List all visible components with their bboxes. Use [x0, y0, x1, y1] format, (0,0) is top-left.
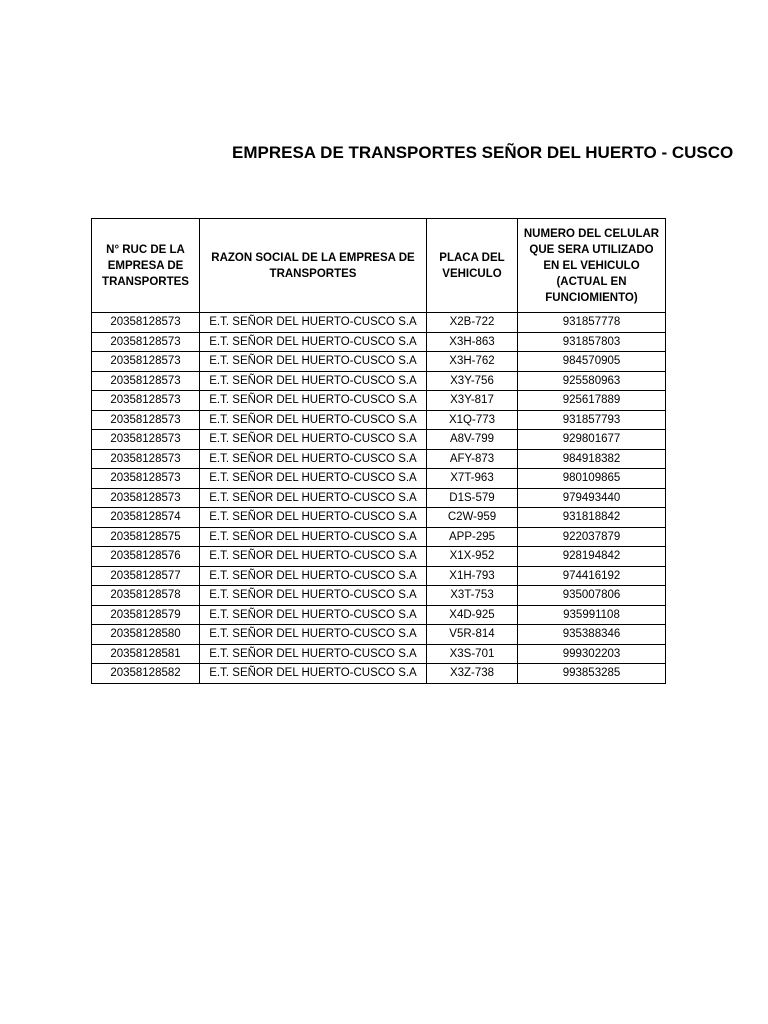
cell-celular: 935007806 [518, 586, 666, 606]
table-row [92, 605, 666, 625]
cell-razon-social: E.T. SEÑOR DEL HUERTO-CUSCO S.A [200, 332, 427, 352]
table-row [92, 469, 666, 489]
cell-razon-social: E.T. SEÑOR DEL HUERTO-CUSCO S.A [200, 527, 427, 547]
table-row [92, 391, 666, 411]
cell-ruc: 20358128573 [92, 469, 200, 489]
table-row [92, 430, 666, 450]
header-celular [518, 219, 666, 313]
cell-celular: 925580963 [518, 371, 666, 391]
cell-ruc: 20358128573 [92, 488, 200, 508]
cell-celular: 925617889 [518, 391, 666, 411]
cell-celular: 928194842 [518, 547, 666, 567]
cell-placa: X1X-952 [427, 547, 518, 567]
cell-ruc: 20358128573 [92, 449, 200, 469]
cell-placa: X4D-925 [427, 605, 518, 625]
cell-razon-social: E.T. SEÑOR DEL HUERTO-CUSCO S.A [200, 371, 427, 391]
header-placa [427, 219, 518, 313]
cell-razon-social: E.T. SEÑOR DEL HUERTO-CUSCO S.A [200, 469, 427, 489]
table-row [92, 527, 666, 547]
cell-ruc: 20358128573 [92, 391, 200, 411]
cell-ruc: 20358128578 [92, 586, 200, 606]
header-celular-label: NUMERO DEL CELULAR QUE SERA UTILIZADO EN EL VEHICULO (ACTUAL EN FUNCIOMIENTO) [523, 227, 660, 304]
cell-ruc: 20358128573 [92, 410, 200, 430]
cell-razon-social: E.T. SEÑOR DEL HUERTO-CUSCO S.A [200, 664, 427, 684]
table-row [92, 352, 666, 372]
table-body [92, 313, 666, 684]
cell-placa: APP-295 [427, 527, 518, 547]
cell-placa: X2B-722 [427, 313, 518, 333]
cell-razon-social: E.T. SEÑOR DEL HUERTO-CUSCO S.A [200, 488, 427, 508]
cell-ruc: 20358128573 [92, 352, 200, 372]
table-row [92, 586, 666, 606]
table-row [92, 547, 666, 567]
table-row [92, 410, 666, 430]
header-razon-social-label: RAZON SOCIAL DE LA EMPRESA DE TRANSPORTES [211, 251, 415, 280]
cell-razon-social: E.T. SEÑOR DEL HUERTO-CUSCO S.A [200, 352, 427, 372]
table-row [92, 644, 666, 664]
cell-celular: 931857778 [518, 313, 666, 333]
cell-razon-social: E.T. SEÑOR DEL HUERTO-CUSCO S.A [200, 430, 427, 450]
cell-celular: 993853285 [518, 664, 666, 684]
cell-razon-social: E.T. SEÑOR DEL HUERTO-CUSCO S.A [200, 644, 427, 664]
cell-celular: 979493440 [518, 488, 666, 508]
cell-ruc: 20358128582 [92, 664, 200, 684]
cell-razon-social: E.T. SEÑOR DEL HUERTO-CUSCO S.A [200, 391, 427, 411]
table-row [92, 332, 666, 352]
cell-razon-social: E.T. SEÑOR DEL HUERTO-CUSCO S.A [200, 625, 427, 645]
cell-placa: X3Z-738 [427, 664, 518, 684]
cell-celular: 984918382 [518, 449, 666, 469]
cell-celular: 974416192 [518, 566, 666, 586]
table-header-row [92, 219, 666, 313]
cell-placa: X1H-793 [427, 566, 518, 586]
cell-placa: X3H-863 [427, 332, 518, 352]
cell-celular: 999302203 [518, 644, 666, 664]
header-razon-social [200, 219, 427, 313]
cell-razon-social: E.T. SEÑOR DEL HUERTO-CUSCO S.A [200, 605, 427, 625]
table-row [92, 566, 666, 586]
cell-placa: C2W-959 [427, 508, 518, 528]
cell-ruc: 20358128576 [92, 547, 200, 567]
cell-ruc: 20358128573 [92, 430, 200, 450]
cell-razon-social: E.T. SEÑOR DEL HUERTO-CUSCO S.A [200, 313, 427, 333]
table-row [92, 488, 666, 508]
cell-placa: X3Y-817 [427, 391, 518, 411]
cell-placa: D1S-579 [427, 488, 518, 508]
table-row [92, 625, 666, 645]
cell-placa: X3H-762 [427, 352, 518, 372]
cell-placa: X7T-963 [427, 469, 518, 489]
cell-placa: A8V-799 [427, 430, 518, 450]
cell-ruc: 20358128581 [92, 644, 200, 664]
cell-placa: V5R-814 [427, 625, 518, 645]
cell-ruc: 20358128573 [92, 371, 200, 391]
cell-placa: X3S-701 [427, 644, 518, 664]
cell-razon-social: E.T. SEÑOR DEL HUERTO-CUSCO S.A [200, 586, 427, 606]
table-row [92, 449, 666, 469]
document-title: EMPRESA DE TRANSPORTES SEÑOR DEL HUERTO - CUSCO [232, 143, 734, 162]
table-row [92, 313, 666, 333]
cell-celular: 935991108 [518, 605, 666, 625]
cell-celular: 931857803 [518, 332, 666, 352]
cell-celular: 980109865 [518, 469, 666, 489]
cell-celular: 929801677 [518, 430, 666, 450]
cell-celular: 935388346 [518, 625, 666, 645]
cell-celular: 931857793 [518, 410, 666, 430]
cell-celular: 922037879 [518, 527, 666, 547]
cell-placa: X3T-753 [427, 586, 518, 606]
header-ruc-label: N° RUC DE LA EMPRESA DE TRANSPORTES [102, 243, 189, 288]
cell-ruc: 20358128579 [92, 605, 200, 625]
cell-ruc: 20358128580 [92, 625, 200, 645]
vehicle-table [91, 218, 666, 684]
header-placa-label: PLACA DEL VEHICULO [439, 251, 505, 280]
cell-ruc: 20358128574 [92, 508, 200, 528]
cell-ruc: 20358128573 [92, 332, 200, 352]
cell-placa: X1Q-773 [427, 410, 518, 430]
cell-razon-social: E.T. SEÑOR DEL HUERTO-CUSCO S.A [200, 449, 427, 469]
header-ruc [92, 219, 200, 313]
table-row [92, 371, 666, 391]
cell-razon-social: E.T. SEÑOR DEL HUERTO-CUSCO S.A [200, 410, 427, 430]
cell-razon-social: E.T. SEÑOR DEL HUERTO-CUSCO S.A [200, 566, 427, 586]
cell-ruc: 20358128577 [92, 566, 200, 586]
cell-razon-social: E.T. SEÑOR DEL HUERTO-CUSCO S.A [200, 547, 427, 567]
table-row [92, 508, 666, 528]
cell-celular: 931818842 [518, 508, 666, 528]
cell-placa: AFY-873 [427, 449, 518, 469]
cell-placa: X3Y-756 [427, 371, 518, 391]
cell-ruc: 20358128575 [92, 527, 200, 547]
cell-razon-social: E.T. SEÑOR DEL HUERTO-CUSCO S.A [200, 508, 427, 528]
cell-ruc: 20358128573 [92, 313, 200, 333]
cell-celular: 984570905 [518, 352, 666, 372]
table-row [92, 664, 666, 684]
table-header [92, 219, 666, 313]
